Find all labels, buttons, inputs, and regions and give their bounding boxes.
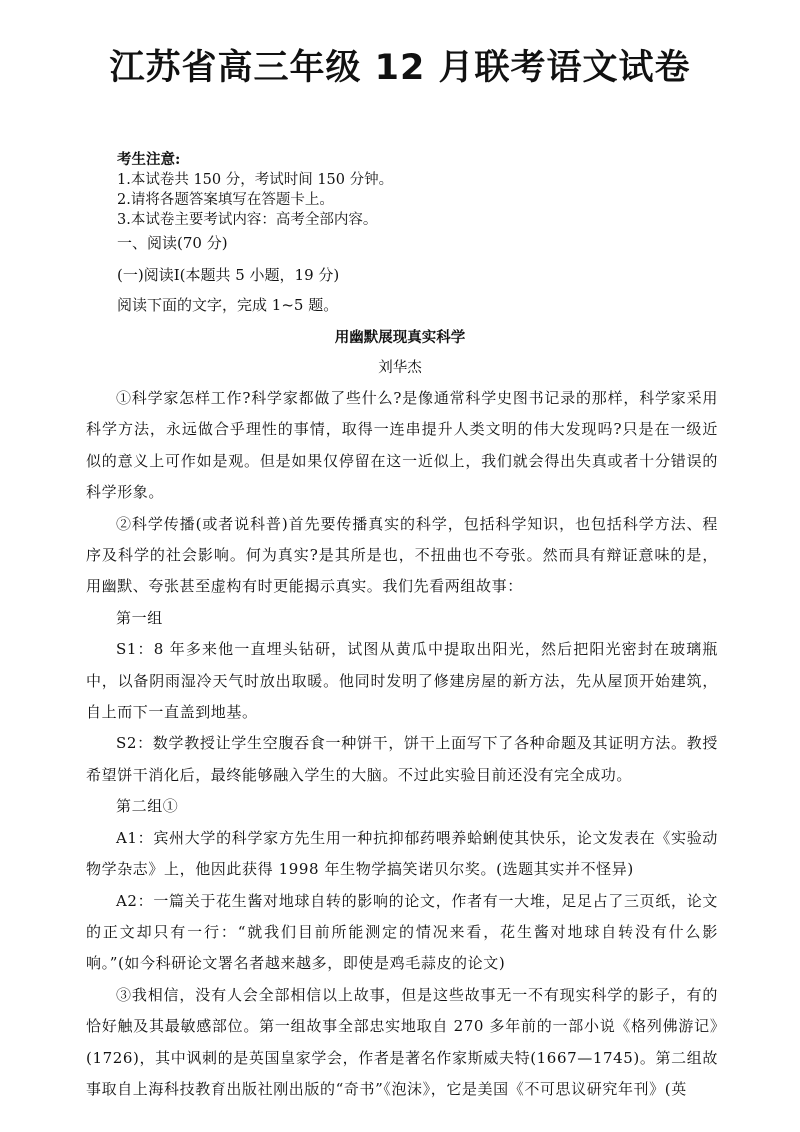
article-title: 用幽默展现真实科学 xyxy=(334,330,466,346)
group-heading: 第一组 xyxy=(116,608,163,627)
article-author: 刘华杰 xyxy=(378,360,422,376)
notice-item: 3.本试卷主要考试内容：高考全部内容。 xyxy=(117,212,378,228)
section-heading: 一、阅读(70 分) xyxy=(117,234,228,252)
paragraph: ①科学家怎样工作?科学家都做了些什么?是像通常科学史图书记录的那样，科学家采用科学方法，永远做合乎理性的事情，取得一连串提升人类文明的伟大发现吗?只是在一级近似的意义上可作如是观。但是如果仅停留在这一近似上，我们就会得出失真或者十分错误的科学形象。 xyxy=(86,389,718,502)
page-title: 江苏省高三年级 12 月联考语文试卷 xyxy=(109,48,691,88)
paragraph: A2：一篇关于花生酱对地球自转的影响的论文，作者有一大堆，足足占了三页纸，论文的正文却只有一行：“就我们目前所能测定的情况来看，花生酱对地球自转没有什么影响。”(如今科研论文署名者越来越多，即使是鸡毛蒜皮的论文) xyxy=(86,891,718,973)
paragraph: A1：宾州大学的科学家方先生用一种抗抑郁药喂养蛤蜊使其快乐，论文发表在《实验动物学杂志》上，他因此获得 1998 年生物学搞笑诺贝尔奖。(选题其实并不怪异) xyxy=(86,828,718,879)
subsection-heading: (一)阅读I(本题共 5 小题，19 分) xyxy=(117,266,340,284)
article-body xyxy=(86,383,718,1105)
paragraph: S2：数学教授让学生空腹吞食一种饼干，饼干上面写下了各种命题及其证明方法。教授希望饼干消化后，最终能够融入学生的大脑。不过此实验目前还没有完全成功。 xyxy=(86,734,718,784)
group-heading: 第二组① xyxy=(116,797,179,816)
paragraph: ②科学传播(或者说科普)首先要传播真实的科学，包括科学知识，也包括科学方法、程序及科学的社会影响。何为真实?是其所是也，不扭曲也不夸张。然而具有辩证意味的是，用幽默、夸张甚至虚构有时更能揭示真实。我们先看两组故事： xyxy=(86,514,718,596)
notice-item: 2.请将各题答案填写在答题卡上。 xyxy=(117,192,334,208)
exam-notice xyxy=(117,150,717,230)
paragraph: S1：8 年多来他一直埋头钻研，试图从黄瓜中提取出阳光，然后把阳光密封在玻璃瓶中，以备阴雨湿冷天气时放出取暖。他同时发明了修建房屋的新方法，先从屋顶开始建筑，自上而下一直盖到地基。 xyxy=(86,640,718,722)
notice-heading: 考生注意: xyxy=(117,151,181,168)
notice-item: 1.本试卷共 150 分，考试时间 150 分钟。 xyxy=(117,172,394,188)
paragraph: ③我相信，没有人会全部相信以上故事，但是这些故事无一不有现实科学的影子，有的恰好触及其最敏感部位。第一组故事全部忠实地取自 270 多年前的一部小说《格列佛游记》(1726)，其中讽刺的是英国皇家学会，作者是著名作家斯威夫特(1667—1745)。第二组故事取自上海科技教育出版社刚出版的“奇书”《泡沫》，它是美国《不可思议研究年刊》(英 xyxy=(86,985,718,1098)
instruction-text: 阅读下面的文字，完成 1~5 题。 xyxy=(117,296,339,314)
